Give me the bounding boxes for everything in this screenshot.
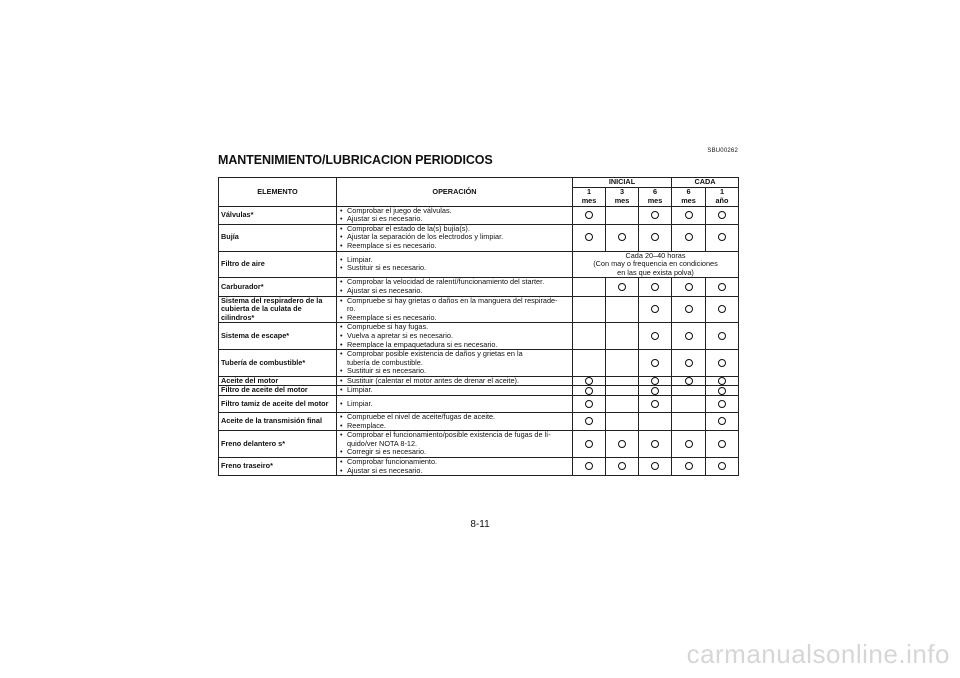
interval-cell <box>672 386 706 396</box>
circle-mark-icon <box>618 283 626 291</box>
interval-cell <box>606 376 639 386</box>
operation-step: • Ajustar si es necesario. <box>339 215 570 224</box>
interval-cell <box>606 206 639 224</box>
circle-mark-icon <box>651 211 659 219</box>
row-operations <box>337 413 573 431</box>
operation-step: • Ajustar si es necesario. <box>339 287 570 296</box>
row-item: Aceite de la transmisión final <box>219 413 337 431</box>
circle-mark-icon <box>718 359 726 367</box>
operation-step: • Comprobar posible existencia de daños y grietas en la tubería de combustible. <box>339 350 570 367</box>
interval-cell <box>573 278 606 296</box>
circle-mark-icon <box>585 387 593 395</box>
interval-cell <box>672 458 706 476</box>
interval-cell <box>672 396 706 413</box>
table-row <box>219 206 739 224</box>
row-operations <box>337 206 573 224</box>
interval-cell <box>672 206 706 224</box>
circle-mark-icon <box>685 332 693 340</box>
table-row <box>219 396 739 413</box>
row-item: Válvulas* <box>219 206 337 224</box>
row-item: Freno traseiro* <box>219 458 337 476</box>
operation-step: • Comprobar funcionamiento. <box>339 458 570 467</box>
row-operations <box>337 458 573 476</box>
circle-mark-icon <box>585 462 593 470</box>
operation-step: • Reemplace la empaquetadura si es necesario. <box>339 341 570 350</box>
circle-mark-icon <box>718 440 726 448</box>
circle-mark-icon <box>685 283 693 291</box>
interval-cell <box>706 386 739 396</box>
circle-mark-icon <box>718 332 726 340</box>
circle-mark-icon <box>585 233 593 241</box>
operation-step: • Ajustar la separación de los electrodos y limpiar. <box>339 233 570 242</box>
interval-cell <box>706 376 739 386</box>
interval-cell <box>606 431 639 458</box>
circle-mark-icon <box>618 462 626 470</box>
circle-mark-icon <box>585 377 593 385</box>
interval-cell <box>706 350 739 377</box>
interval-note <box>573 251 739 278</box>
table-row <box>219 386 739 396</box>
circle-mark-icon <box>718 377 726 385</box>
circle-mark-icon <box>718 283 726 291</box>
circle-mark-icon <box>585 417 593 425</box>
circle-mark-icon <box>718 233 726 241</box>
interval-number: 1 <box>586 187 592 197</box>
interval-cell <box>639 206 672 224</box>
row-operations <box>337 296 573 323</box>
circle-mark-icon <box>718 305 726 313</box>
interval-cell <box>606 458 639 476</box>
interval-cell <box>639 413 672 431</box>
circle-mark-icon <box>718 387 726 395</box>
interval-cell <box>639 350 672 377</box>
circle-mark-icon <box>585 400 593 408</box>
circle-mark-icon <box>651 387 659 395</box>
interval-cell <box>606 386 639 396</box>
circle-mark-icon <box>651 305 659 313</box>
row-operations <box>337 376 573 386</box>
row-operations <box>337 431 573 458</box>
interval-cell <box>706 396 739 413</box>
interval-cell <box>672 278 706 296</box>
interval-cell <box>573 458 606 476</box>
interval-cell <box>573 376 606 386</box>
interval-cell <box>606 413 639 431</box>
row-operations <box>337 251 573 278</box>
circle-mark-icon <box>585 440 593 448</box>
row-operations <box>337 323 573 350</box>
interval-cell <box>573 386 606 396</box>
interval-cell <box>639 396 672 413</box>
table-row <box>219 323 739 350</box>
interval-cell <box>706 296 739 323</box>
interval-unit: mes <box>581 195 597 205</box>
circle-mark-icon <box>718 462 726 470</box>
circle-mark-icon <box>651 400 659 408</box>
row-operations <box>337 224 573 251</box>
interval-cell <box>573 206 606 224</box>
circle-mark-icon <box>651 462 659 470</box>
operation-step: • Ajustar si es necesario. <box>339 467 570 476</box>
circle-mark-icon <box>651 332 659 340</box>
row-operations <box>337 386 573 396</box>
interval-cell <box>573 396 606 413</box>
interval-cell <box>573 431 606 458</box>
circle-mark-icon <box>651 377 659 385</box>
interval-cell <box>606 396 639 413</box>
table-row <box>219 413 739 431</box>
row-item: Filtro de aire <box>219 251 337 278</box>
row-operations <box>337 350 573 377</box>
operation-step: • Limpiar. <box>339 400 570 409</box>
circle-mark-icon <box>685 233 693 241</box>
page-number: 8-11 <box>470 519 490 530</box>
operation-step: • Vuelva a apretar si es necesario. <box>339 332 570 341</box>
header-interval <box>639 187 672 206</box>
interval-cell <box>639 458 672 476</box>
interval-cell <box>672 224 706 251</box>
circle-mark-icon <box>618 440 626 448</box>
maintenance-table <box>218 177 739 476</box>
header-interval <box>672 187 706 206</box>
header-operation: OPERACIÓN <box>337 178 573 207</box>
interval-cell <box>639 431 672 458</box>
interval-cell <box>573 323 606 350</box>
interval-cell <box>639 224 672 251</box>
operation-step: • Compruebe el nivel de aceite/fugas de aceite. <box>339 413 570 422</box>
interval-cell <box>573 296 606 323</box>
circle-mark-icon <box>651 440 659 448</box>
operation-step: • Comprobar el funcionamiento/posible existencia de fugas de lí- quido/ver NOTA 8-12. <box>339 431 570 448</box>
circle-mark-icon <box>651 283 659 291</box>
document-code: SBU00262 <box>707 148 738 154</box>
circle-mark-icon <box>685 440 693 448</box>
header-interval <box>706 187 739 206</box>
table-row <box>219 296 739 323</box>
interval-unit: mes <box>647 195 663 205</box>
note-line: (Con may o frequencia en condiciones <box>593 259 718 269</box>
interval-cell <box>606 296 639 323</box>
interval-cell <box>706 413 739 431</box>
circle-mark-icon <box>618 233 626 241</box>
interval-cell <box>573 350 606 377</box>
row-item: Tubería de combustible* <box>219 350 337 377</box>
table-row <box>219 224 739 251</box>
circle-mark-icon <box>718 211 726 219</box>
row-item: Aceite del motor <box>219 376 337 386</box>
watermark: carmanualsonline.info <box>686 639 950 669</box>
interval-cell <box>606 224 639 251</box>
row-item: Bujía <box>219 224 337 251</box>
operation-step: • Sustituir (calentar el motor antes de drenar el aceite). <box>339 377 570 386</box>
circle-mark-icon <box>651 359 659 367</box>
operation-step: • Reemplace. <box>339 422 570 431</box>
interval-cell <box>672 413 706 431</box>
row-item: Filtro de aceite del motor <box>219 386 337 396</box>
interval-cell <box>606 323 639 350</box>
operation-step: • Compruebe si hay grietas o daños en la manguera del respirade- ro. <box>339 297 570 314</box>
operation-step: • Comprobar el juego de válvulas. <box>339 207 570 216</box>
row-item: Filtro tamiz de aceite del motor <box>219 396 337 413</box>
interval-cell <box>639 386 672 396</box>
interval-cell <box>672 323 706 350</box>
interval-cell <box>573 413 606 431</box>
operation-step: • Sustituir si es necesario. <box>339 367 570 376</box>
header-initial: INICIAL <box>573 178 672 188</box>
interval-cell <box>573 224 606 251</box>
operation-step: • Comprobar la velocidad de ralentí/funcionamiento del starter. <box>339 278 570 287</box>
row-operations <box>337 396 573 413</box>
header-interval <box>606 187 639 206</box>
header-item: ELEMENTO <box>219 178 337 207</box>
operation-step: • Reemplace si es necesario. <box>339 314 570 323</box>
interval-cell <box>606 350 639 377</box>
circle-mark-icon <box>718 400 726 408</box>
interval-unit: mes <box>614 195 630 205</box>
note-line: en las que exista polva) <box>617 267 694 277</box>
header-every: CADA <box>672 178 739 188</box>
table-row <box>219 458 739 476</box>
note-line: Cada 20–40 horas <box>625 251 686 260</box>
interval-cell <box>706 323 739 350</box>
circle-mark-icon <box>718 417 726 425</box>
interval-unit: mes <box>681 195 696 205</box>
interval-cell <box>706 224 739 251</box>
interval-cell <box>639 323 672 350</box>
interval-number: 6 <box>686 187 691 197</box>
interval-cell <box>639 296 672 323</box>
interval-cell <box>672 296 706 323</box>
operation-step: • Reemplace si es necesario. <box>339 242 570 251</box>
interval-cell <box>672 431 706 458</box>
operation-step: • Sustituir si es necesario. <box>339 264 570 273</box>
circle-mark-icon <box>685 377 693 385</box>
header-interval <box>573 187 606 206</box>
row-item: Sistema del respiradero de la cubierta de la culata de cilindros* <box>219 296 337 323</box>
row-item: Sistema de escape* <box>219 323 337 350</box>
interval-cell <box>639 278 672 296</box>
table-row <box>219 376 739 386</box>
page-title: MANTENIMIENTO/LUBRICACION PERIODICOS <box>218 153 493 167</box>
row-item: Freno delantero s* <box>219 431 337 458</box>
circle-mark-icon <box>685 462 693 470</box>
table-row <box>219 350 739 377</box>
operation-step: • Limpiar. <box>339 256 570 265</box>
circle-mark-icon <box>651 233 659 241</box>
operation-step: • Comprobar el estado de la(s) bujía(s). <box>339 225 570 234</box>
interval-cell <box>706 206 739 224</box>
interval-number: 6 <box>652 187 658 197</box>
interval-cell <box>672 350 706 377</box>
operation-step: • Compruebe si hay fugas. <box>339 323 570 332</box>
interval-number: 3 <box>619 187 625 197</box>
interval-cell <box>672 376 706 386</box>
interval-cell <box>706 278 739 296</box>
table-row <box>219 278 739 296</box>
operation-step: • Corregir si es necesario. <box>339 448 570 457</box>
interval-unit: año <box>715 195 729 205</box>
circle-mark-icon <box>685 211 693 219</box>
interval-cell <box>639 376 672 386</box>
interval-cell <box>706 431 739 458</box>
interval-cell <box>606 278 639 296</box>
table-row <box>219 251 739 278</box>
circle-mark-icon <box>685 359 693 367</box>
row-item: Carburador* <box>219 278 337 296</box>
circle-mark-icon <box>685 305 693 313</box>
row-operations <box>337 278 573 296</box>
operation-step: • Limpiar. <box>339 386 570 395</box>
circle-mark-icon <box>585 211 593 219</box>
interval-number: 1 <box>719 187 725 197</box>
interval-cell <box>706 458 739 476</box>
table-row <box>219 431 739 458</box>
